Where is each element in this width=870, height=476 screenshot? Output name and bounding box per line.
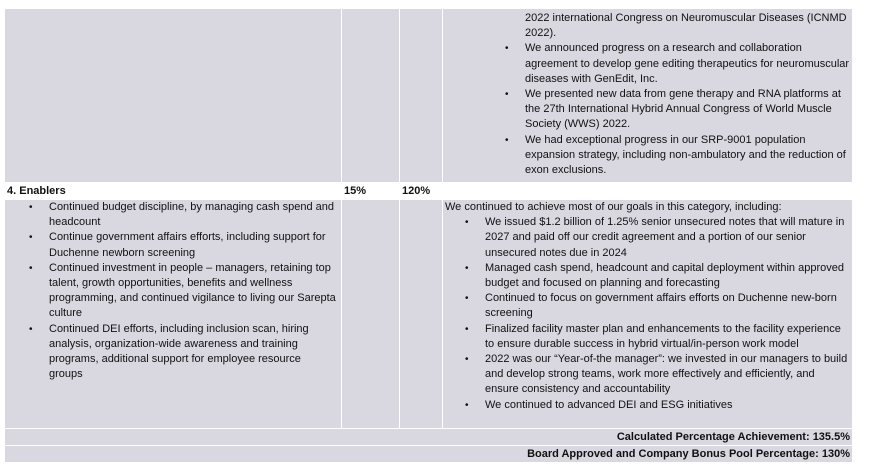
previous-goals-cell <box>5 9 342 183</box>
list-item: • Managed cash spend, headcount and capital deployment within approved budget and focused on planning and forecasting <box>485 261 848 291</box>
list-item: • We continued to advanced DEI and ESG initiatives <box>485 398 848 413</box>
enablers-title: 4. Enablers <box>5 183 342 200</box>
previous-achievement-cell <box>400 9 443 183</box>
list-item: 2022 international Congress on Neuromuscular Diseases (ICNMD 2022). <box>525 12 847 40</box>
enablers-goals-cell <box>5 200 342 429</box>
calculated-achievement: Calculated Percentage Achievement: 135.5% <box>5 429 853 446</box>
list-item: • Continued investment in people – managers, retaining top talent, growth opportunities, benefits and wellness programming, and continued vigilance to living our Sarepta culture <box>49 261 337 322</box>
calculated-achievement-row <box>5 429 853 446</box>
list-item: • Continued budget discipline, by managing cash spend and headcount <box>49 200 337 230</box>
board-approved-percentage: Board Approved and Company Bonus Pool Percentage: 130% <box>5 446 853 463</box>
enablers-achievement-cell <box>400 200 443 429</box>
list-item: • Finalized facility master plan and enhancements to the facility experience to ensure durable success in hybrid virtual/in-person work model <box>485 322 848 352</box>
enablers-results-cell <box>443 200 853 429</box>
list-item: • We announced progress on a research and collaboration agreement to develop gene editing therapeutics for neuromuscular diseases with GenEdit, Inc. <box>525 41 850 87</box>
enablers-weight-cell <box>342 200 400 429</box>
results-intro: We continued to achieve most of our goals in this category, including: <box>445 201 782 213</box>
enablers-header-row <box>5 183 853 200</box>
enablers-goals-list <box>5 200 341 382</box>
list-item: • We presented new data from gene therapy and RNA platforms at the 27th International Hybrid Annual Congress of World Muscle Society (WWS) 2022. <box>525 87 850 133</box>
previous-weight-cell <box>342 9 400 183</box>
list-item: • 2022 was our “Year-of-the manager”: we invested in our managers to build and develop strong teams, work more effectively and efficiently, and ensure consistency and accountability <box>485 352 848 398</box>
bonus-goals-table <box>4 8 853 463</box>
enablers-results-list <box>443 215 852 413</box>
list-item: • We had exceptional progress in our SRP-9001 population expansion strategy, including non-ambulatory and the reduction of exon exclusions. <box>525 133 850 179</box>
list-item: • Continue government affairs efforts, including support for Duchenne newborn screening <box>49 230 337 260</box>
previous-results-cell <box>443 9 853 183</box>
list-item: • Continued DEI efforts, including inclusion scan, hiring analysis, organization-wide awareness and training programs, additional support for employee resource groups <box>49 322 337 383</box>
list-item: • We issued $1.2 billion of 1.25% senior unsecured notes that will mature in 2027 and paid off our credit agreement and a portion of our senior unsecured notes due in 2024 <box>485 215 848 261</box>
list-item: • Continued to focus on government affairs efforts on Duchenne new-born screening <box>485 291 848 321</box>
enablers-achievement: 120% <box>400 183 443 200</box>
previous-results-list <box>443 11 852 178</box>
previous-category-row <box>5 9 853 183</box>
enablers-weight: 15% <box>342 183 400 200</box>
enablers-detail-row <box>5 200 853 429</box>
board-approved-row <box>5 446 853 463</box>
